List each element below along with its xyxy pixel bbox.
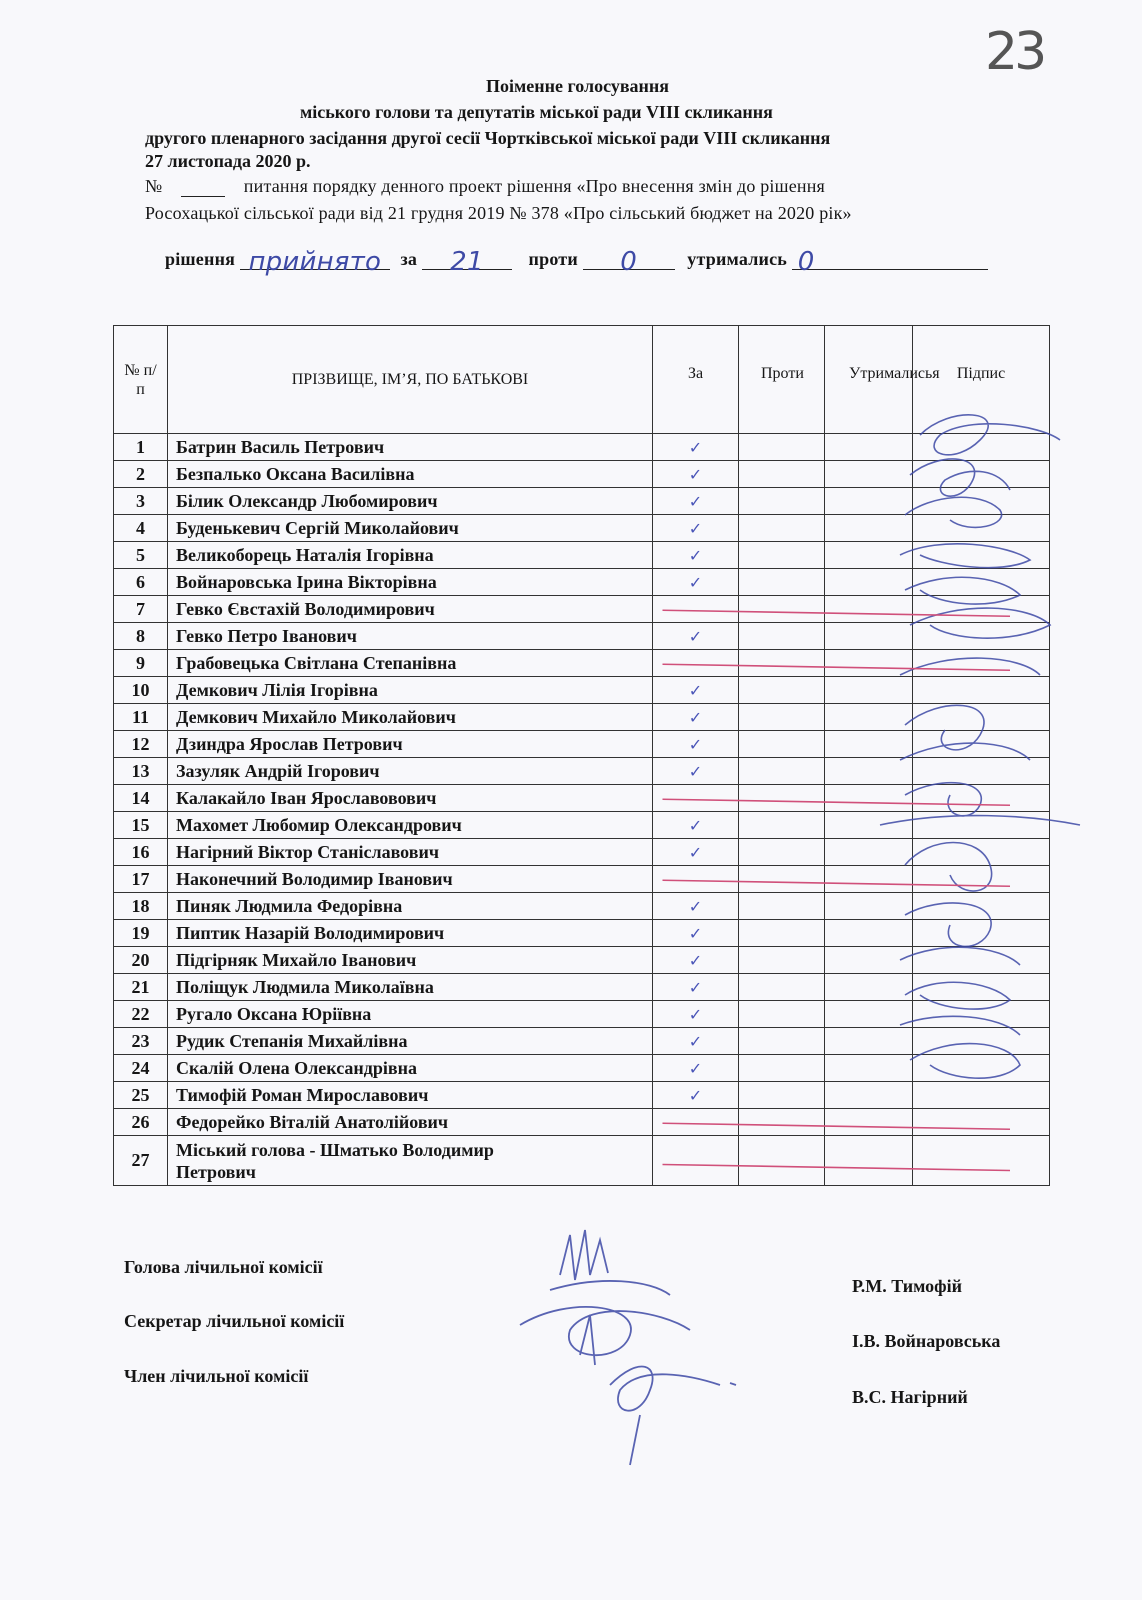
vote-for-cell [653,488,739,515]
vote-for-cell [653,839,739,866]
vote-for-cell [653,569,739,596]
agenda-line-2: Росохацької сільської ради від 21 грудня 2019 № 378 «Про сільський бюджет на 2020 рік» [145,203,852,223]
vote-against-cell [739,677,825,704]
header-against: Проти [739,326,825,434]
check-icon: ✓ [688,1085,703,1105]
deputy-name: Калакайло Іван Ярославовович [168,785,653,812]
row-number: 25 [114,1082,168,1109]
deputy-name: Федорейко Віталій Анатолійович [168,1109,653,1136]
header-num: № п/п [114,326,168,434]
vote-for-cell [653,812,739,839]
check-icon: ✓ [688,977,703,997]
deputy-name: Грабовецька Світлана Степанівна [168,650,653,677]
deputy-name: Буденькевич Сергій Миколайович [168,515,653,542]
vote-against-cell [739,596,825,623]
vote-against-cell [739,974,825,1001]
row-number: 17 [114,866,168,893]
vote-against-cell [739,893,825,920]
vote-against-cell [739,758,825,785]
row-number: 22 [114,1001,168,1028]
check-icon: ✓ [688,1004,703,1024]
deputy-name: Скалій Олена Олександрівна [168,1055,653,1082]
header-for: За [653,326,739,434]
check-icon: ✓ [688,761,703,781]
vote-for-cell [653,974,739,1001]
row-number: 24 [114,1055,168,1082]
vote-against-cell [739,488,825,515]
vote-against-cell [739,1055,825,1082]
header-name: ПРІЗВИЩЕ, ІМ’Я, ПО БАТЬКОВІ [168,326,653,434]
vote-for-cell [653,731,739,758]
row-number: 1 [114,434,168,461]
vote-for-cell [653,893,739,920]
row-number: 15 [114,812,168,839]
deputy-name: Великоборець Наталія Ігорівна [168,542,653,569]
row-number: 4 [114,515,168,542]
deputy-name: Зазуляк Андрій Ігорович [168,758,653,785]
member-label: Член лічильної комісії [124,1366,309,1386]
vote-for-cell [653,1028,739,1055]
secretary-label: Секретар лічильної комісії [124,1311,345,1331]
for-count: 21 [422,247,512,270]
check-icon: ✓ [688,707,703,727]
deputy-name: Пиптик Назарій Володимирович [168,920,653,947]
session-line: другого пленарного засідання другої сесії Чортківської міської ради VIII скликання [145,128,831,148]
check-icon: ✓ [688,842,703,862]
deputy-name: Міський голова - Шматько Володимир Петрович [168,1136,653,1186]
agenda-number-sign: № [145,176,163,196]
deputy-name: Демкович Лілія Ігорівна [168,677,653,704]
vote-against-cell [739,623,825,650]
row-number: 3 [114,488,168,515]
vote-against-cell [739,920,825,947]
secretary-name: І.В. Войнаровська [852,1331,1001,1351]
member-name: В.С. Нагірний [852,1387,968,1407]
vote-for-cell [653,515,739,542]
vote-for-cell [653,866,739,893]
deputy-name: Поліщук Людмила Миколаївна [168,974,653,1001]
row-number: 23 [114,1028,168,1055]
check-icon: ✓ [688,572,703,592]
vote-against-cell [739,461,825,488]
abstain-label: утримались [687,249,788,269]
vote-for-cell [653,434,739,461]
row-number: 18 [114,893,168,920]
vote-against-cell [739,542,825,569]
check-icon: ✓ [688,896,703,916]
decision-value: прийнято [240,247,390,270]
commission-signatures [490,1215,780,1475]
vote-for-cell [653,623,739,650]
check-icon: ✓ [688,1031,703,1051]
vote-for-cell [653,461,739,488]
vote-for-cell [653,1136,739,1186]
check-icon: ✓ [688,680,703,700]
chair-label: Голова лічильної комісії [124,1257,323,1277]
vote-for-cell [653,704,739,731]
row-number: 9 [114,650,168,677]
check-icon: ✓ [688,734,703,754]
vote-against-cell [739,1001,825,1028]
agenda-number-blank [181,180,225,197]
check-icon: ✓ [688,518,703,538]
vote-against-cell [739,839,825,866]
vote-against-cell [739,569,825,596]
vote-against-cell [739,1028,825,1055]
row-number: 5 [114,542,168,569]
row-number: 27 [114,1136,168,1186]
vote-for-cell [653,542,739,569]
vote-against-cell [739,704,825,731]
deputy-name: Рудик Степанія Михайлівна [168,1028,653,1055]
vote-against-cell [739,515,825,542]
deputy-name: Гевко Петро Іванович [168,623,653,650]
vote-against-cell [739,1109,825,1136]
row-number: 7 [114,596,168,623]
header-signature: Підпис [913,326,1050,434]
check-icon: ✓ [688,950,703,970]
row-number: 12 [114,731,168,758]
agenda-text-1: питання порядку денного проект рішення «Про внесення змін до рішення [243,176,826,196]
signature-column-scribbles [860,395,1090,1135]
row-number: 2 [114,461,168,488]
for-label: за [400,249,418,269]
row-number: 8 [114,623,168,650]
decision-label: рішення [165,249,236,269]
page-number: 23 [985,22,1044,82]
document-subtitle: міського голови та депутатів міської ради VIII скликання [300,102,773,122]
row-number: 19 [114,920,168,947]
vote-against-cell [739,731,825,758]
row-number: 21 [114,974,168,1001]
deputy-name: Білик Олександр Любомирович [168,488,653,515]
deputy-name: Батрин Василь Петрович [168,434,653,461]
vote-against-cell [739,1082,825,1109]
vote-for-cell [653,677,739,704]
vote-for-cell [653,785,739,812]
deputy-name: Нагірний Віктор Станіславович [168,839,653,866]
deputy-name: Махомет Любомир Олександрович [168,812,653,839]
check-icon: ✓ [688,626,703,646]
vote-against-cell [739,650,825,677]
vote-for-cell [653,596,739,623]
check-icon: ✓ [688,464,703,484]
check-icon: ✓ [688,491,703,511]
check-icon: ✓ [688,437,703,457]
check-icon: ✓ [688,815,703,835]
vote-for-cell [653,1082,739,1109]
row-number: 20 [114,947,168,974]
deputy-name: Дзиндра Ярослав Петрович [168,731,653,758]
table-row [114,1136,1050,1186]
vote-against-cell [739,866,825,893]
deputy-name: Підгірняк Михайло Іванович [168,947,653,974]
row-number: 6 [114,569,168,596]
vote-for-cell [653,920,739,947]
row-number: 14 [114,785,168,812]
row-number: 16 [114,839,168,866]
deputy-name: Гевко Євстахій Володимирович [168,596,653,623]
check-icon: ✓ [688,923,703,943]
against-count: 0 [583,247,675,270]
agenda-line-1 [145,176,825,197]
vote-for-cell [653,758,739,785]
row-number: 10 [114,677,168,704]
chair-name: Р.М. Тимофій [852,1276,963,1296]
document-title: Поіменне голосування [486,76,670,96]
session-date: 27 листопада 2020 р. [145,151,311,171]
vote-against-cell [739,1136,825,1186]
vote-against-cell [739,947,825,974]
vote-for-cell [653,1109,739,1136]
row-number: 11 [114,704,168,731]
header-abstain: Утрималисья [825,326,913,434]
vote-for-cell [653,650,739,677]
check-icon: ✓ [688,1058,703,1078]
vote-abstain-cell [825,1136,913,1186]
deputy-name: Безпалько Оксана Василівна [168,461,653,488]
decision-line [165,247,988,277]
vote-for-cell [653,1055,739,1082]
vote-against-cell [739,812,825,839]
deputy-name: Демкович Михайло Миколайович [168,704,653,731]
row-number: 26 [114,1109,168,1136]
vote-for-cell [653,1001,739,1028]
vote-against-cell [739,434,825,461]
abstain-count: 0 [792,247,988,270]
vote-against-cell [739,785,825,812]
deputy-name: Войнаровська Ірина Вікторівна [168,569,653,596]
against-label: проти [528,249,578,269]
signature-cell [913,1136,1050,1186]
check-icon: ✓ [688,545,703,565]
vote-for-cell [653,947,739,974]
row-number: 13 [114,758,168,785]
deputy-name: Пиняк Людмила Федорівна [168,893,653,920]
deputy-name: Ругало Оксана Юріївна [168,1001,653,1028]
deputy-name: Тимофій Роман Мирославович [168,1082,653,1109]
deputy-name: Наконечний Володимир Іванович [168,866,653,893]
